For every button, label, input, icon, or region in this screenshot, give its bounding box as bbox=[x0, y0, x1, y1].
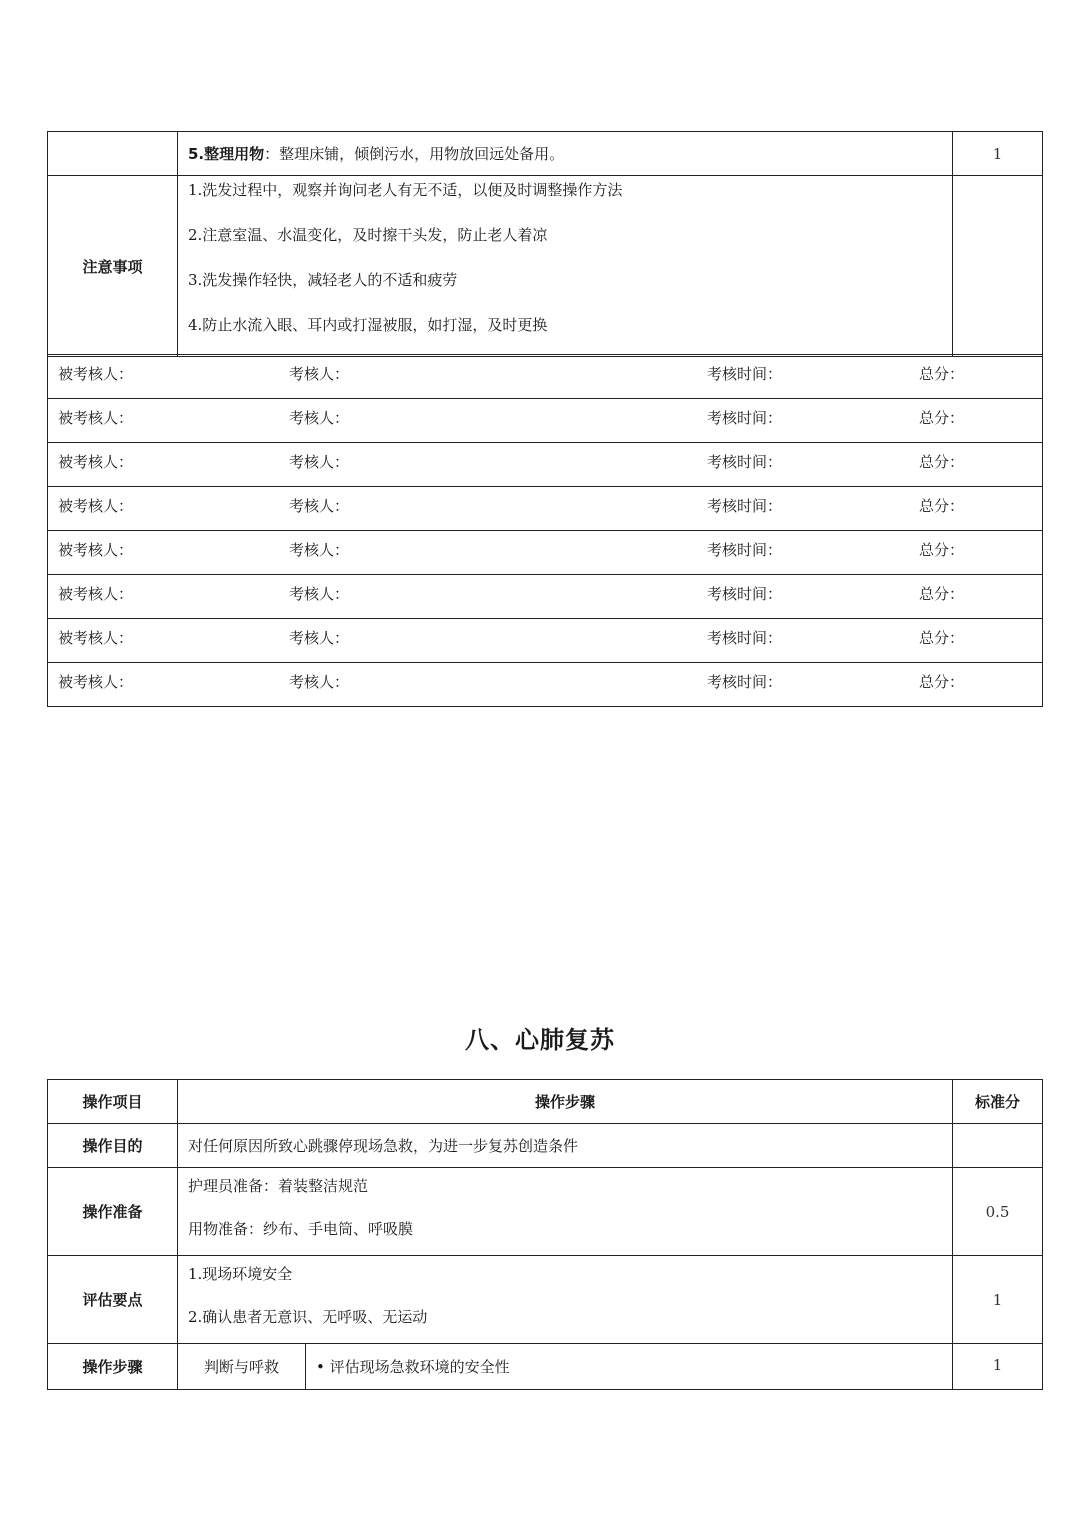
exam-time-label: 考核时间： bbox=[707, 453, 783, 471]
empty-label-cell bbox=[48, 132, 178, 176]
signature-row bbox=[48, 531, 1042, 574]
signature-row bbox=[48, 663, 1042, 706]
header-steps: 操作步骤 bbox=[178, 1080, 953, 1124]
prep-score: 0.5 bbox=[953, 1168, 1043, 1256]
total-score-label: 总分： bbox=[919, 541, 965, 559]
assess-score: 1 bbox=[953, 1256, 1043, 1344]
signature-row bbox=[48, 399, 1042, 442]
signature-row bbox=[48, 443, 1042, 486]
examiner-label: 考核人： bbox=[289, 585, 350, 603]
signature-row bbox=[48, 487, 1042, 530]
prep-line: 用物准备：纱布、手电筒、呼吸膜 bbox=[188, 1220, 414, 1238]
signature-table bbox=[47, 354, 1043, 707]
examinee-label: 被考核人： bbox=[58, 629, 134, 647]
prep-line: 护理员准备：着装整洁规范 bbox=[188, 1177, 369, 1195]
exam-time-label: 考核时间： bbox=[707, 365, 783, 383]
notes-item: 4.防止水流入眼、耳内或打湿被服，如打湿，及时更换 bbox=[188, 316, 548, 334]
row5-text: ：整理床铺，倾倒污水，用物放回远处备用。 bbox=[264, 145, 565, 163]
steps-subcategory: 判断与呼救 bbox=[178, 1344, 306, 1390]
exam-time-label: 考核时间： bbox=[707, 409, 783, 427]
prep-label: 操作准备 bbox=[48, 1168, 178, 1256]
cpr-table bbox=[47, 1079, 1043, 1390]
total-score-label: 总分： bbox=[919, 629, 965, 647]
exam-time-label: 考核时间： bbox=[707, 541, 783, 559]
exam-time-label: 考核时间： bbox=[707, 629, 783, 647]
purpose-row bbox=[48, 1124, 1043, 1168]
steps-row bbox=[48, 1344, 1043, 1390]
assess-label: 评估要点 bbox=[48, 1256, 178, 1344]
signature-row bbox=[48, 575, 1042, 618]
signature-row bbox=[48, 619, 1042, 662]
section-title: 八、心肺复苏 bbox=[465, 1026, 615, 1054]
examiner-label: 考核人： bbox=[289, 497, 350, 515]
examiner-label: 考核人： bbox=[289, 673, 350, 691]
total-score-label: 总分： bbox=[919, 365, 965, 383]
notes-item: 1.洗发过程中，观察并询问老人有无不适，以便及时调整操作方法 bbox=[188, 181, 623, 199]
total-score-label: 总分： bbox=[919, 409, 965, 427]
examiner-label: 考核人： bbox=[289, 453, 350, 471]
header-row bbox=[48, 1080, 1043, 1124]
examinee-label: 被考核人： bbox=[58, 365, 134, 383]
notes-heading: 注意事项 bbox=[48, 176, 178, 357]
notes-item: 2.注意室温、水温变化，及时擦干头发，防止老人着凉 bbox=[188, 226, 548, 244]
notes-score-empty bbox=[953, 176, 1043, 357]
examiner-label: 考核人： bbox=[289, 629, 350, 647]
exam-time-label: 考核时间： bbox=[707, 497, 783, 515]
prep-content bbox=[178, 1168, 953, 1256]
examinee-label: 被考核人： bbox=[58, 585, 134, 603]
previous-section-table bbox=[47, 131, 1043, 357]
assess-row bbox=[48, 1256, 1043, 1344]
row5-content bbox=[178, 132, 953, 176]
purpose-score-empty bbox=[953, 1124, 1043, 1168]
assess-line: 2.确认患者无意识、无呼吸、无运动 bbox=[188, 1308, 428, 1326]
notes-list bbox=[178, 176, 953, 357]
assess-line: 1.现场环境安全 bbox=[188, 1265, 293, 1283]
header-item: 操作项目 bbox=[48, 1080, 178, 1124]
signature-row bbox=[48, 355, 1042, 398]
total-score-label: 总分： bbox=[919, 453, 965, 471]
examiner-label: 考核人： bbox=[289, 365, 350, 383]
prep-row bbox=[48, 1168, 1043, 1256]
steps-label: 操作步骤 bbox=[48, 1344, 178, 1390]
examinee-label: 被考核人： bbox=[58, 673, 134, 691]
examinee-label: 被考核人： bbox=[58, 409, 134, 427]
examinee-label: 被考核人： bbox=[58, 541, 134, 559]
total-score-label: 总分： bbox=[919, 673, 965, 691]
exam-time-label: 考核时间： bbox=[707, 673, 783, 691]
examiner-label: 考核人： bbox=[289, 409, 350, 427]
row5-score: 1 bbox=[953, 132, 1043, 176]
examinee-label: 被考核人： bbox=[58, 453, 134, 471]
steps-text: • 评估现场急救环境的安全性 bbox=[306, 1344, 953, 1390]
examinee-label: 被考核人： bbox=[58, 497, 134, 515]
total-score-label: 总分： bbox=[919, 585, 965, 603]
exam-time-label: 考核时间： bbox=[707, 585, 783, 603]
purpose-label: 操作目的 bbox=[48, 1124, 178, 1168]
purpose-text: 对任何原因所致心跳骤停现场急救，为进一步复苏创造条件 bbox=[178, 1124, 953, 1168]
header-score: 标准分 bbox=[953, 1080, 1043, 1124]
assess-content bbox=[178, 1256, 953, 1344]
notes-item: 3.洗发操作轻快，减轻老人的不适和疲劳 bbox=[188, 271, 458, 289]
examiner-label: 考核人： bbox=[289, 541, 350, 559]
steps-score: 1 bbox=[953, 1344, 1043, 1390]
total-score-label: 总分： bbox=[919, 497, 965, 515]
row5-label: 5.整理用物 bbox=[188, 145, 265, 163]
